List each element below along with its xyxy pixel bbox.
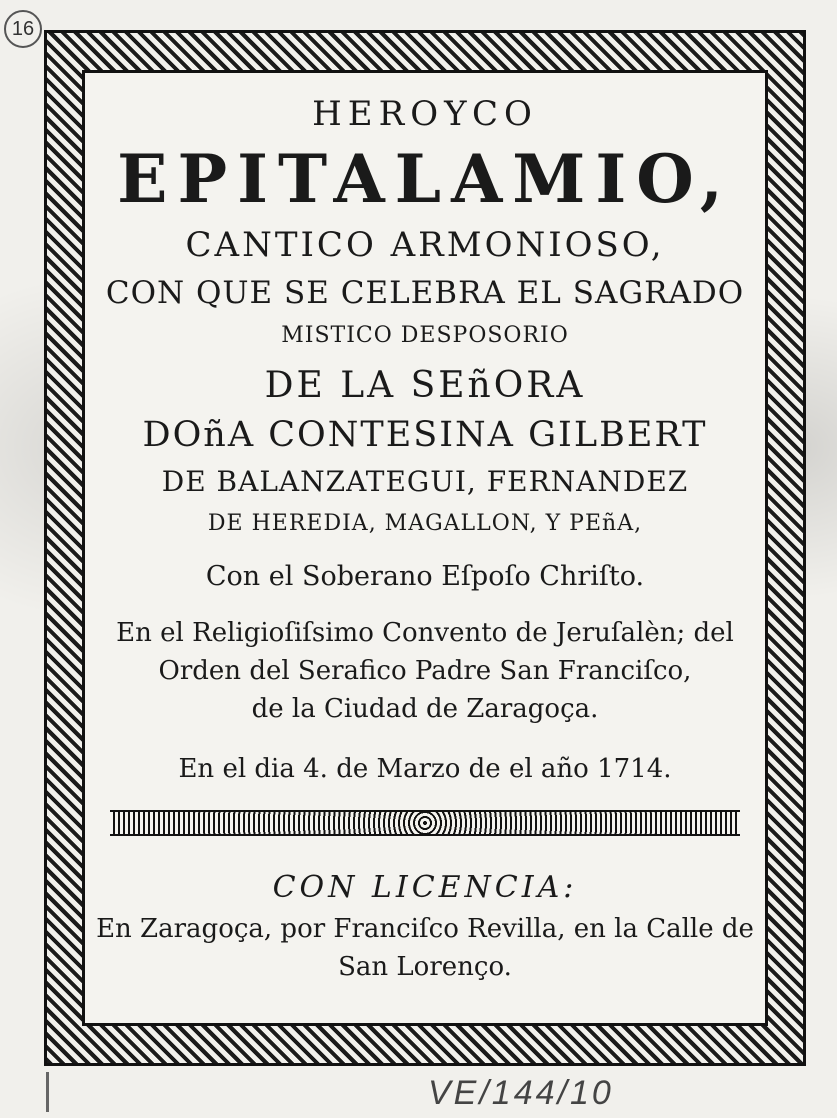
title-line-2: EPITALAMIO, — [117, 140, 733, 218]
date-line: En el dia 4. de Marzo de el año 1714. — [178, 754, 672, 784]
body-line-1: En el Religioſiſsimo Convento de Jeruſalèn; del — [116, 618, 734, 648]
pencil-mark — [46, 1072, 49, 1112]
title-line-9: DE HEREDIA, MAGALLON, Y PEñA, — [207, 511, 643, 536]
shelfmark: VE/144/10 — [428, 1074, 614, 1112]
title-line-6: DE LA SEñORA — [264, 365, 586, 406]
imprint-line-2: San Lorenço. — [338, 952, 512, 982]
title-line-10: Con el Soberano Eſpoſo Chriſto. — [205, 561, 645, 592]
body-line-3: de la Ciudad de Zaragoça. — [251, 694, 599, 724]
title-line-8: DE BALANZATEGUI, FERNANDEZ — [161, 465, 689, 498]
license-heading: CON LICENCIA: — [272, 870, 578, 905]
title-line-1: HEROYCO — [312, 94, 538, 134]
ornamental-rule — [110, 810, 740, 836]
convent-description — [86, 614, 764, 728]
folio-number: 16 — [4, 10, 42, 48]
body-line-2: Orden del Serafico Padre San Franciſco, — [158, 656, 692, 686]
imprint — [86, 910, 764, 986]
title-line-7: DOñA CONTESINA GILBERT — [142, 415, 708, 455]
title-line-5: MISTICO DESPOSORIO — [281, 323, 569, 348]
title-page-content — [86, 80, 764, 986]
title-line-4: CON QUE SE CELEBRA EL SAGRADO — [105, 275, 745, 311]
title-line-3: CANTICO ARMONIOSO, — [185, 225, 665, 265]
imprint-line-1: En Zaragoça, por Franciſco Revilla, en la Calle de — [96, 914, 754, 944]
